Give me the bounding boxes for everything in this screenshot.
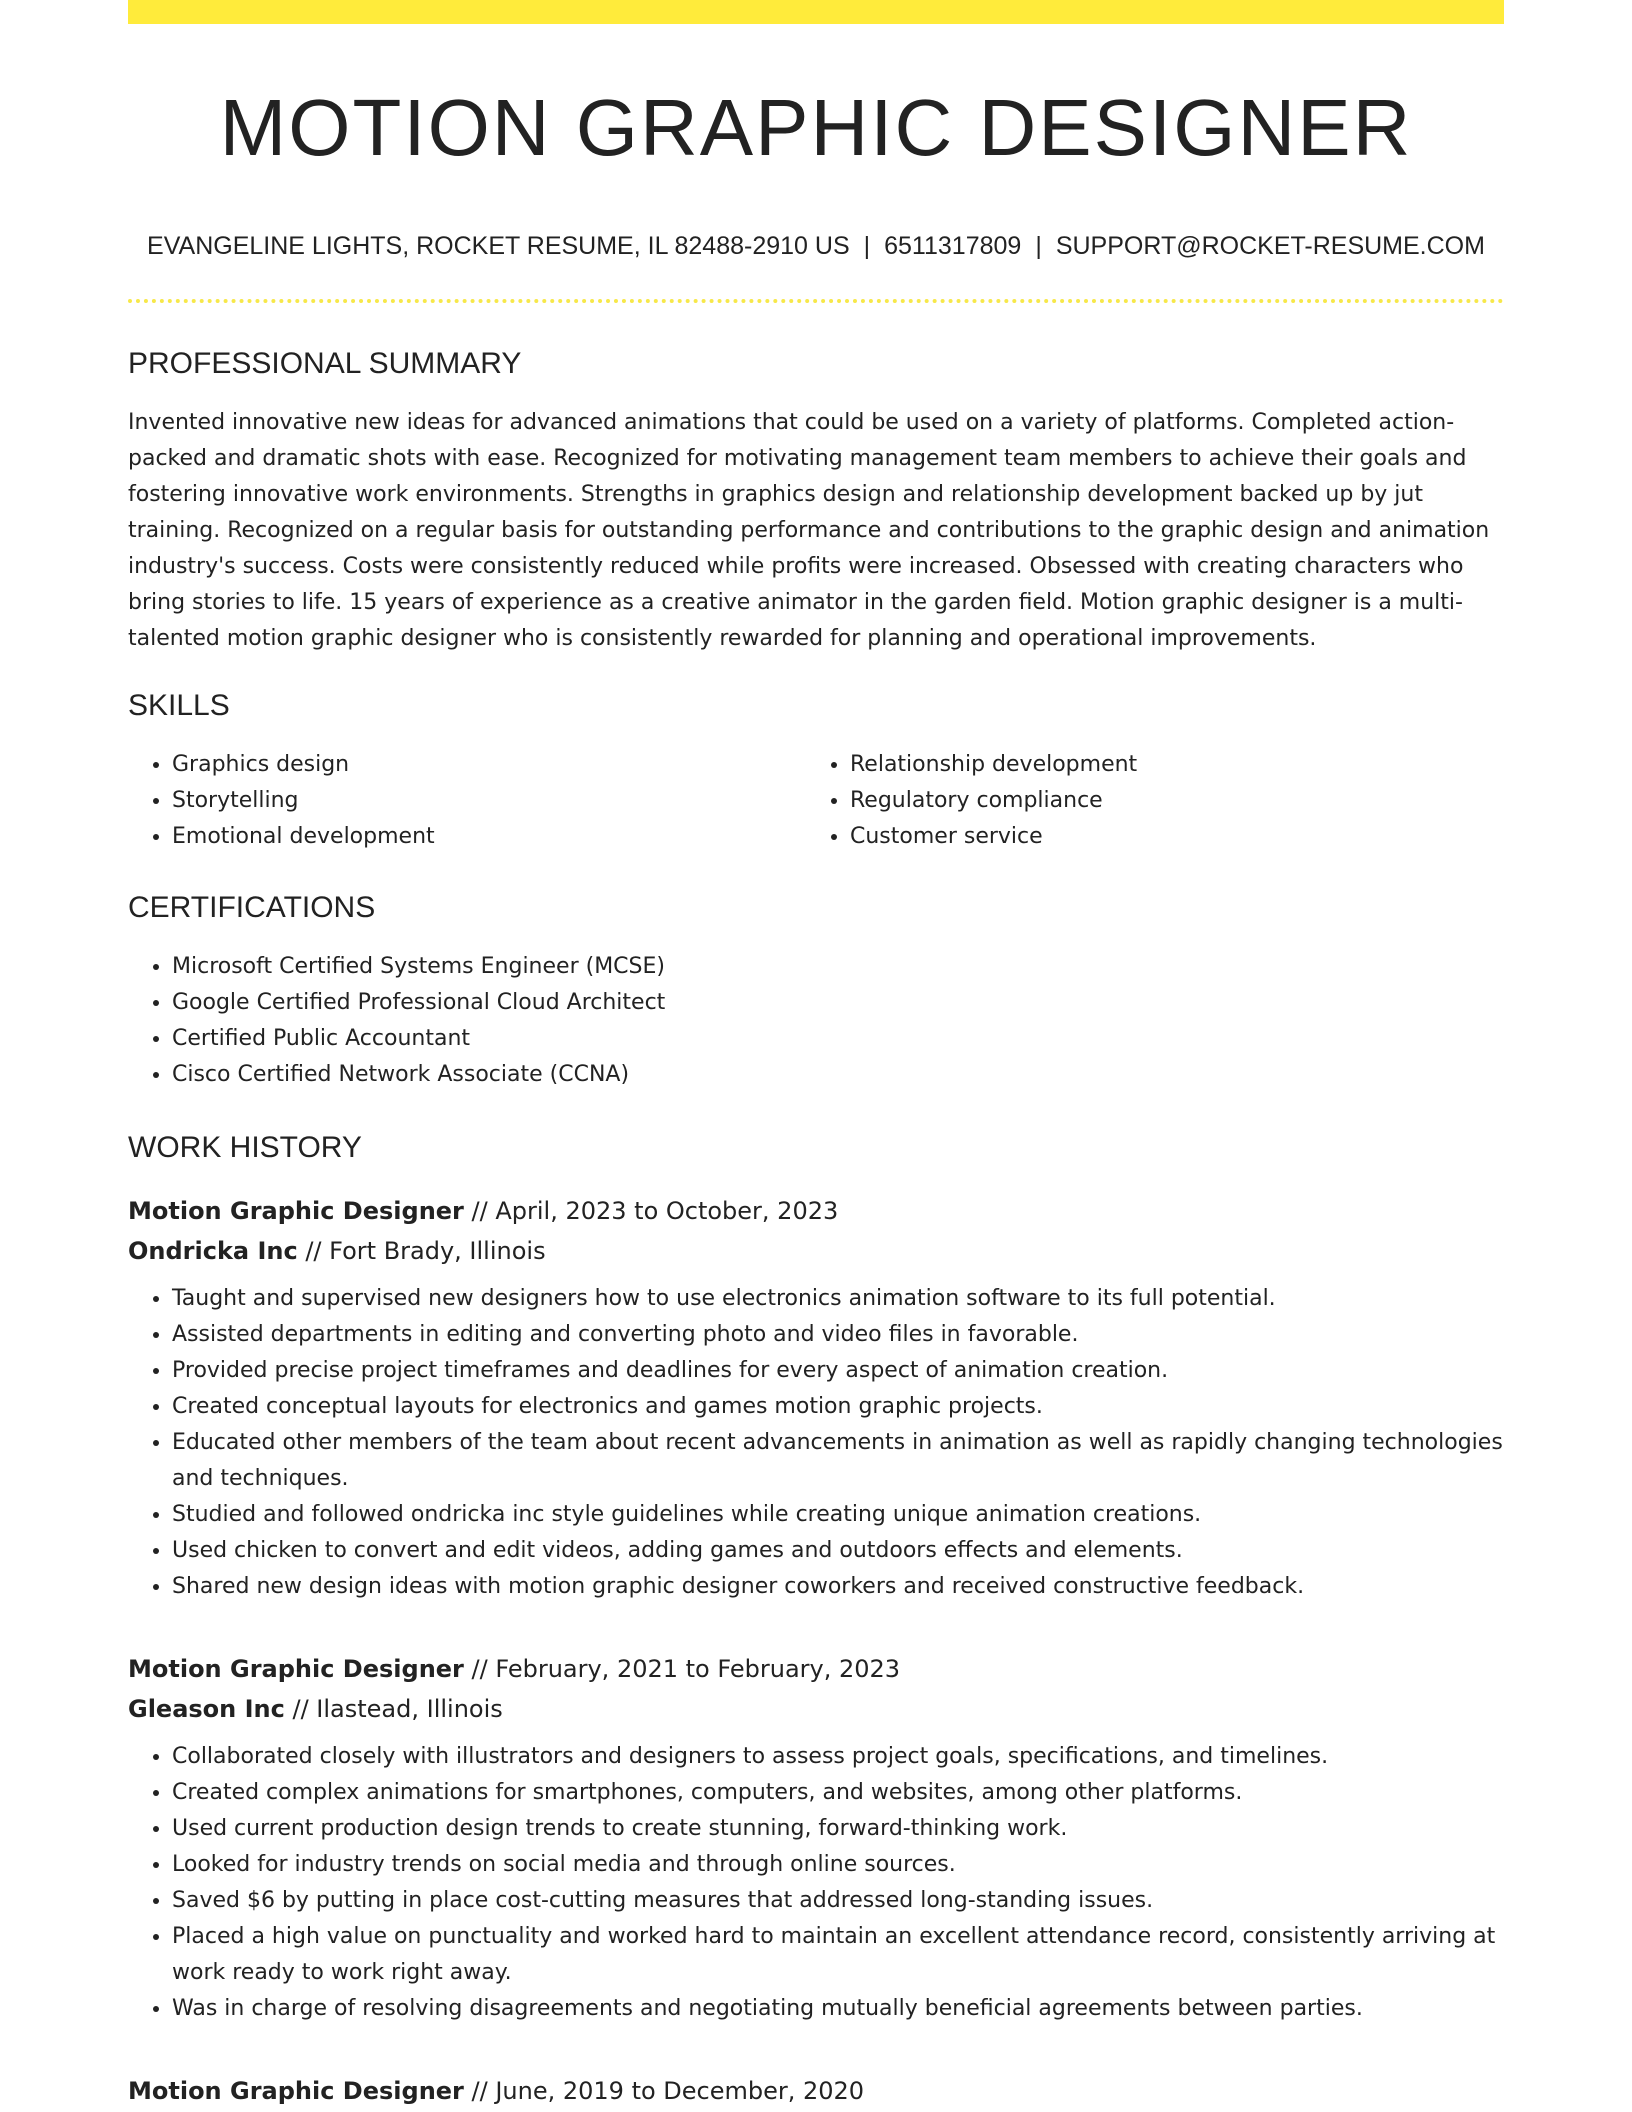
job-company-line [128,1231,1504,1271]
job-company: Ondricka Inc [128,1237,298,1265]
skills-heading: SKILLS [128,689,230,722]
resume-title: MOTION GRAPHIC DESIGNER [219,83,1413,172]
job-title-line [128,1191,1504,1231]
job-duty: • Used chicken to convert and edit videos, adding games and outdoors effects and elements. [172,1533,1504,1569]
dotted-divider [128,299,1504,303]
certification-item: • Certified Public Accountant [172,1021,1504,1057]
contact-address: EVANGELINE LIGHTS, ROCKET RESUME, IL 82488-2910 US [147,232,850,260]
work-history-heading: WORK HISTORY [128,1131,362,1164]
job-dates: // April, 2023 to October, 2023 [463,1197,839,1225]
job-duty: • Collaborated closely with illustrators and designers to assess project goals, specifications, and timelines. [172,1739,1504,1775]
job-entry [128,1649,1504,2027]
contact-email[interactable]: SUPPORT@ROCKET-RESUME.COM [1055,232,1485,260]
skill-item: • Emotional development [172,819,806,855]
skill-item: • Storytelling [172,783,806,819]
job-title-line [128,2071,1504,2111]
certification-item: • Google Certified Professional Cloud Architect [172,985,1504,1021]
summary-text: Invented innovative new ideas for advanced animations that could be used on a variety of platforms. Completed action-packed and dramatic shots with ease. Recognized for motivating management team members to achieve their goals and fostering innovative work environments. Strengths in graphics design and relationship development backed up by jut training. Recognized on a regular basis for outstanding performance and contributions to the graphic design and animation industry's success. Costs were consistently reduced while profits were increased. Obsessed with creating characters who bring stories to life. 15 years of experience as a creative animator in the garden field. Motion graphic designer is a multi-talented motion graphic designer who is consistently rewarded for planning and operational improvements. [128,410,1490,651]
contact-separator: | [863,232,871,260]
skill-item: • Graphics design [172,747,806,783]
certification-item: • Cisco Certified Network Associate (CCNA) [172,1057,1504,1093]
certifications-list [128,949,1504,1093]
job-title: Motion Graphic Designer [128,1655,464,1683]
contact-phone: 6511317809 [884,232,1022,260]
summary-heading: PROFESSIONAL SUMMARY [128,347,522,380]
accent-top-bar [128,0,1504,24]
job-dates: // February, 2021 to February, 2023 [463,1655,901,1683]
certifications-heading: CERTIFICATIONS [128,891,376,924]
job-duty: • Placed a high value on punctuality and worked hard to maintain an excellent attendance record, consistently arriving at work ready to work right away. [172,1919,1504,1991]
job-company-line [128,1689,1504,1729]
skills-grid [128,747,1504,855]
skill-item: • Regulatory compliance [850,783,1484,819]
skills-column-right [806,747,1484,855]
job-title: Motion Graphic Designer [128,1197,464,1225]
job-duty: • Provided precise project timeframes and deadlines for every aspect of animation creation. [172,1353,1504,1389]
contact-separator: | [1035,232,1042,260]
job-location: // Fort Brady, Illinois [297,1237,546,1265]
job-title: Motion Graphic Designer [128,2077,464,2105]
job-dates: // June, 2019 to December, 2020 [463,2077,865,2105]
job-duty: • Was in charge of resolving disagreements and negotiating mutually beneficial agreements between parties. [172,1991,1504,2027]
job-duty: • Studied and followed ondricka inc style guidelines while creating unique animation creations. [172,1497,1504,1533]
job-duty: • Created conceptual layouts for electronics and games motion graphic projects. [172,1389,1504,1425]
job-duty: • Educated other members of the team about recent advancements in animation as well as rapidly changing technologies and techniques. [172,1425,1504,1497]
job-duties-list [128,1281,1504,1605]
skill-item: • Customer service [850,819,1484,855]
certification-item: • Microsoft Certified Systems Engineer (MCSE) [172,949,1504,985]
job-duties-list [128,1739,1504,2027]
job-entry [128,2071,1504,2111]
job-duty: • Used current production design trends to create stunning, forward-thinking work. [172,1811,1504,1847]
job-title-line [128,1649,1504,1689]
job-duty: • Assisted departments in editing and converting photo and video files in favorable. [172,1317,1504,1353]
job-duty: • Saved $6 by putting in place cost-cutting measures that addressed long-standing issues. [172,1883,1504,1919]
job-entry [128,1191,1504,1605]
resume-page [128,0,1504,2111]
contact-line [128,234,1504,259]
job-duty: • Shared new design ideas with motion graphic designer coworkers and received constructive feedback. [172,1569,1504,1605]
job-duty: • Looked for industry trends on social media and through online sources. [172,1847,1504,1883]
job-location: // Ilastead, Illinois [284,1695,503,1723]
job-duty: • Taught and supervised new designers how to use electronics animation software to its full potential. [172,1281,1504,1317]
job-company: Gleason Inc [128,1695,285,1723]
job-duty: • Created complex animations for smartphones, computers, and websites, among other platforms. [172,1775,1504,1811]
skill-item: • Relationship development [850,747,1484,783]
skills-column-left [128,747,806,855]
